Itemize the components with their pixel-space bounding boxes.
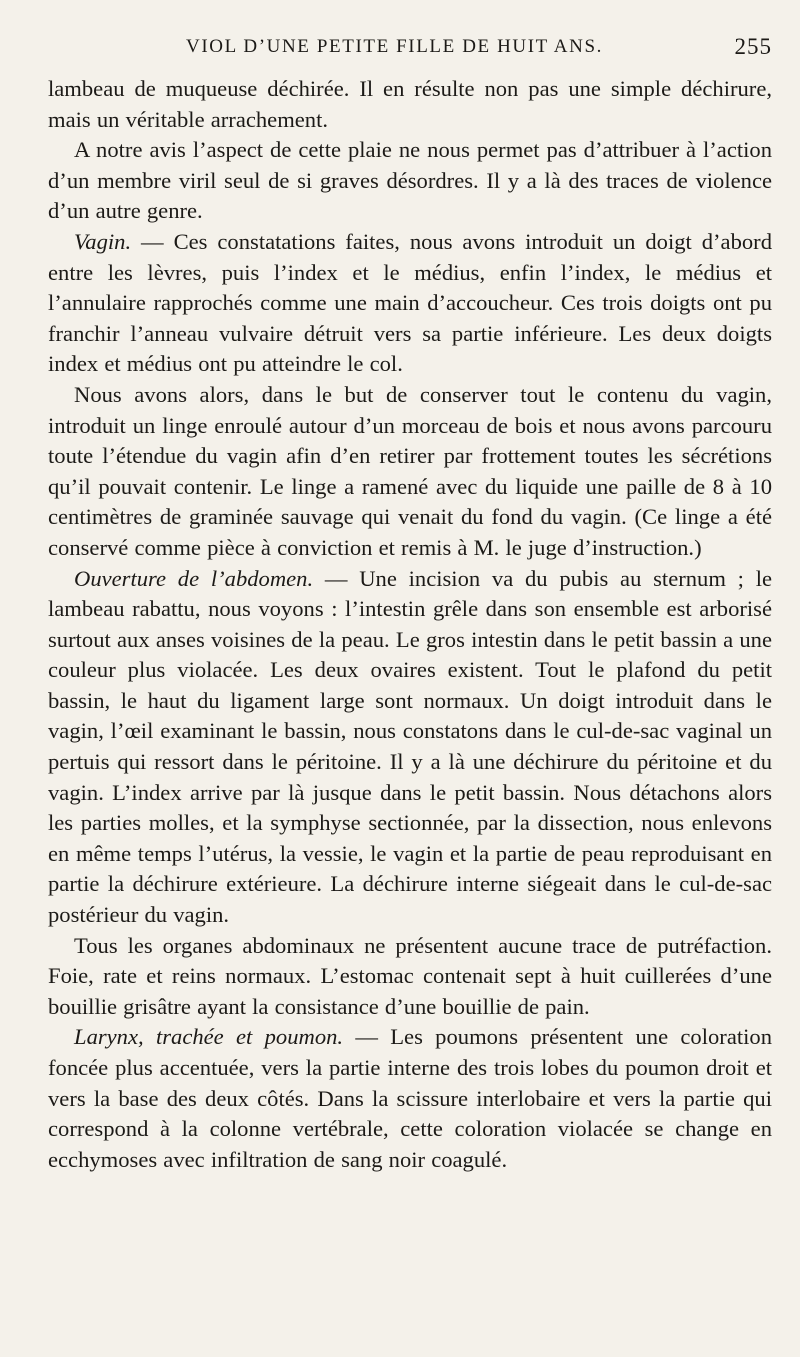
paragraph-text: Tous les organes abdominaux ne présentent aucune trace de putréfaction. Foie, rate et reins normaux. L’estomac contenait sept à huit cuillerées d’une bouillie grisâtre ayant la consistance d’une bouillie de pain. (48, 932, 772, 1019)
running-title: VIOL D’UNE PETITE FILLE DE HUIT ANS. (186, 36, 603, 57)
paragraph-text: — Les poumons présentent une coloration foncée plus accentuée, vers la partie interne des trois lobes du poumon droit et vers la base des deux côtés. Dans la scissure interlobaire et vers la partie qui correspond à la colonne vertébrale, cette coloration violacée se change en ecchymoses avec infiltration de sang noir coagulé. (48, 1024, 772, 1172)
paragraph-continuation (48, 74, 772, 135)
paragraph-text: — Ces constatations faites, nous avons introduit un doigt d’abord entre les lèvres, puis l’index et le médius, enfin l’index, le médius et l’annulaire rapprochés comme une main d’accoucheur. Ces trois doigts ont pu franchir l’anneau vulvaire détruit vers sa partie inférieure. Les deux doigts index et médius ont pu atteindre le col. (48, 228, 772, 377)
paragraph (48, 931, 772, 1023)
section-title: Larynx, trachée et poumon. (74, 1024, 344, 1050)
section-title: Vagin. (74, 228, 132, 254)
running-head (48, 34, 772, 74)
paragraph-abdomen (48, 564, 772, 931)
paragraph-text: — Une incision va du pubis au sternum ; le lambeau rabattu, nous voyons : l’intestin grêle dans son ensemble est arborisé surtout aux anses voisines de la peau. Le gros intestin dans le petit bassin a une couleur plus violacée. Les deux ovaires existent. Tout le plafond du petit bassin, le haut du ligament large sont normaux. Un doigt introduit dans le vagin, l’œil examinant le bassin, nous constatons dans le cul-de-sac vaginal un pertuis qui ressort dans le péritoine. Il y a là une déchirure du péritoine et du vagin. L’index arrive par là jusque dans le petit bassin. Nous détachons alors les parties molles, et la symphyse sectionnée, par la dissection, nous enlevons en même temps l’utérus, la vessie, le vagin et la partie de peau reproduisant en partie la déchirure extérieure. La déchirure interne siégeait dans le cul-de-sac postérieur du vagin. (48, 565, 772, 928)
paragraph (48, 380, 772, 564)
paragraph-text: A notre avis l’aspect de cette plaie ne nous permet pas d’attribuer à l’action d’un membre viril seul de si graves désordres. Il y a là des traces de violence d’un autre genre. (48, 137, 772, 224)
section-title: Ouverture de l’abdomen. (74, 565, 314, 591)
paragraph-larynx (48, 1022, 772, 1175)
body-text (48, 74, 772, 1175)
paragraph-text: Nous avons alors, dans le but de conserver tout le contenu du vagin, introduit un linge enroulé autour d’un morceau de bois et nous avons parcouru toute l’étendue du vagin afin d’en retirer par frottement toutes les sécrétions qu’il pouvait contenir. Le linge a ramené avec du liquide une paille de 8 à 10 centimètres de graminée sauvage qui venait du fond du vagin. (Ce linge a été conservé comme pièce à conviction et remis à M. le juge d’instruction.) (48, 381, 772, 560)
paragraph-text: lambeau de muqueuse déchirée. Il en résulte non pas une simple déchirure, mais un véritable arrachement. (48, 76, 772, 132)
paragraph (48, 135, 772, 227)
paragraph-vagin (48, 227, 772, 380)
page-number: 255 (734, 34, 772, 59)
